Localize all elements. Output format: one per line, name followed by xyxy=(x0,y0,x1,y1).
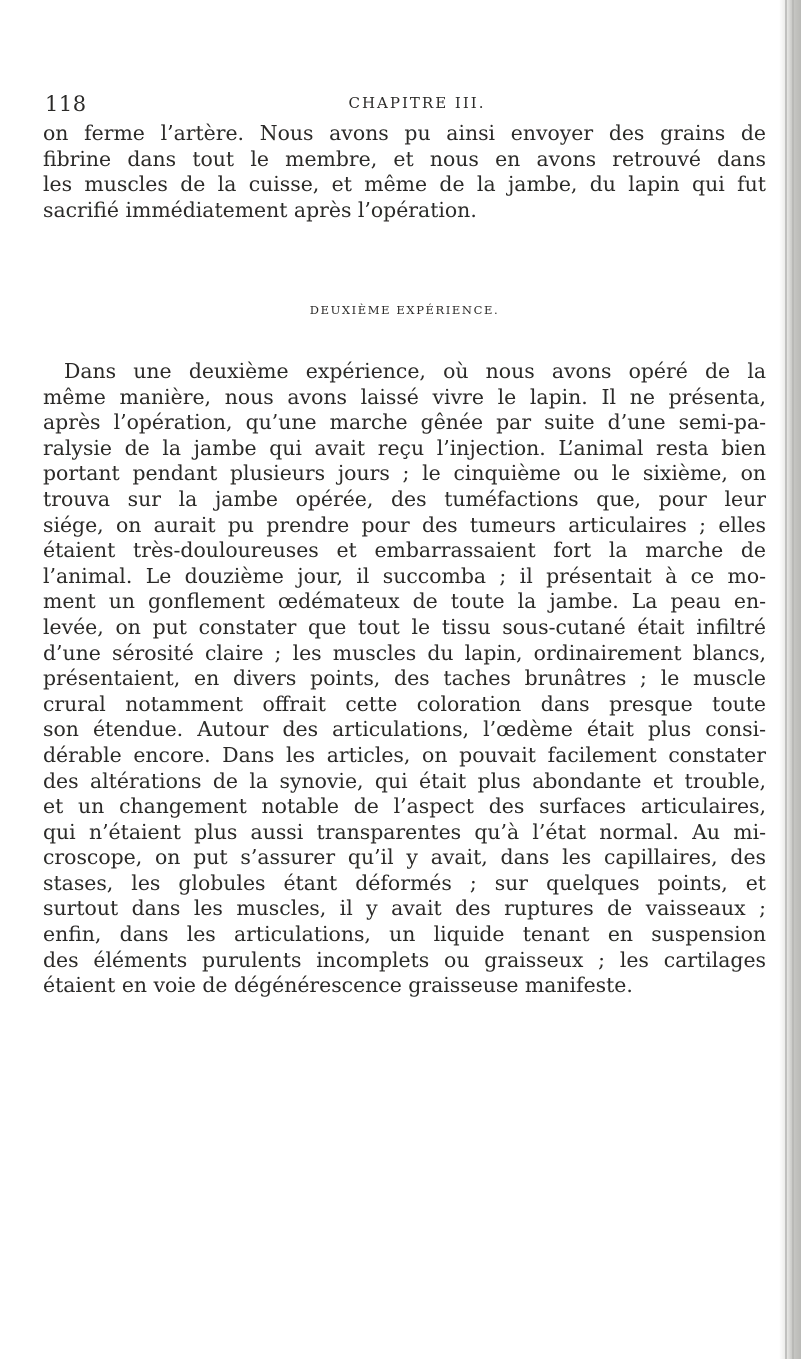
page-header xyxy=(45,92,765,116)
text-line: et un changement notable de l’aspect des surfaces articulaires, xyxy=(43,794,766,819)
text-line: dérable encore. Dans les articles, on pouvait facilement constater xyxy=(43,742,766,767)
text-line: les muscles de la cuisse, et même de la jambe, du lapin qui fut xyxy=(43,172,766,197)
text-line: d’une sérosité claire ; les muscles du lapin, ordinairement blancs, xyxy=(43,640,766,665)
text-line: portant pendant plusieurs jours ; le cinquième ou le sixième, on xyxy=(43,461,766,486)
text-line: fibrine dans tout le membre, et nous en avons retrouvé dans xyxy=(43,146,766,171)
text-line: étaient très-douloureuses et embarrassaient fort la marche de xyxy=(43,538,766,563)
text-line: surtout dans les muscles, il y avait des ruptures de vaisseaux ; xyxy=(43,896,766,921)
text-line: levée, on put constater que tout le tissu sous-cutané était infiltré xyxy=(43,614,766,639)
text-line: qui n’étaient plus aussi transparentes qu’à l’état normal. Au mi- xyxy=(43,819,766,844)
text-line: après l’opération, qu’une marche gênée par suite d’une semi-pa- xyxy=(43,410,766,435)
section-title: DEUXIÈME EXPÉRIENCE. xyxy=(309,303,500,317)
text-line: crural notamment offrait cette coloration dans presque toute xyxy=(43,691,766,716)
text-line: sacrifié immédiatement après l’opération. xyxy=(43,197,477,222)
text-line: siége, on aurait pu prendre pour des tumeurs articulaires ; elles xyxy=(43,512,766,537)
text-line: stases, les globules étant déformés ; sur quelques points, et xyxy=(43,870,766,895)
text-line: ralysie de la jambe qui avait reçu l’injection. L’animal resta bien xyxy=(43,435,766,460)
text-line: l’animal. Le douzième jour, il succomba ; il présentait à ce mo- xyxy=(43,563,766,588)
text-line: présentaient, en divers points, des taches brunâtres ; le muscle xyxy=(43,666,766,691)
text-line: ment un gonflement œdémateux de toute la jambe. La peau en- xyxy=(43,589,766,614)
running-head: CHAPITRE III. xyxy=(348,94,486,112)
text-line: même manière, nous avons laissé vivre le lapin. Il ne présenta, xyxy=(43,384,766,409)
page-edge xyxy=(779,0,801,1359)
text-line: étaient en voie de dégénérescence graisseuse manifeste. xyxy=(43,973,633,998)
text-line: trouva sur la jambe opérée, des tuméfactions que, pour leur xyxy=(43,486,766,511)
text-line: on ferme l’artère. Nous avons pu ainsi envoyer des grains de xyxy=(43,121,766,145)
text-line: Dans une deuxième expérience, où nous avons opéré de la xyxy=(64,359,766,383)
text-line: son étendue. Autour des articulations, l’œdème était plus consi- xyxy=(43,717,766,742)
text-line: des altérations de la synovie, qui était plus abondante et trouble, xyxy=(43,768,766,793)
text-line: des éléments purulents incomplets ou graisseux ; les cartilages xyxy=(43,947,766,972)
page-number: 118 xyxy=(45,92,87,116)
text-line: enfin, dans les articulations, un liquide tenant en suspension xyxy=(43,922,766,947)
text-line: croscope, on put s’assurer qu’il y avait, dans les capillaires, des xyxy=(43,845,766,870)
paragraph-2 xyxy=(43,359,766,999)
paragraph-1 xyxy=(43,121,766,223)
